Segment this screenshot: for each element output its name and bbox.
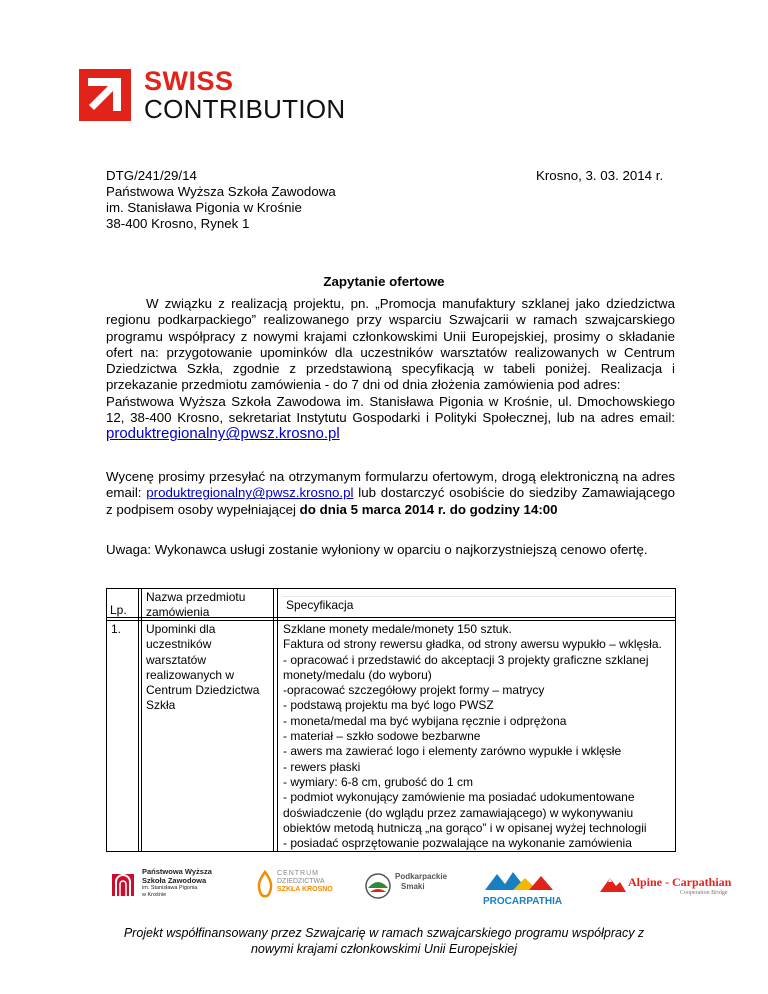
bridge-icon [600,874,626,894]
pwsz-line: im. Stanisława Pigonia [142,885,198,891]
document-title: Zapytanie ofertowe [323,274,445,289]
alpine-title: Alpine - Carpathian [628,875,732,889]
spec-line: -opracować szczegółowy projekt formy – matrycy [283,683,545,698]
smaki-line: Smaki [401,882,425,891]
footer-note [0,925,768,957]
document-date: Krosno, 3. 03. 2014 r. [536,168,664,183]
spec-line: - materiał – szkło sodowe bezbarwne [283,729,481,744]
spec-line: - podstawą projektu ma być logo PWSZ [283,698,494,713]
body-paragraph-2 [106,469,675,518]
procarpathia-text [483,896,562,907]
header-lp: Lp. [110,603,127,617]
partner-logos [110,866,740,914]
procarpathia-logo [483,870,562,907]
pwsz-line: w Krośnie [142,892,167,898]
pwsz-line: Państwowa Wyższa [142,867,212,876]
alpine-carpathian-logo [600,874,732,899]
row-item-name: Upominki dla uczestników warsztatów realizowanych w Centrum Dziedzictwa Szkła [146,622,260,713]
intro-text: W związku z realizacją projektu, pn. „Promocja manufaktury szklanej jako dziedzictwa regionu podkarpackiego” realizowanego przy wsparciu Szwajcarii w ramach szwajcarskiego programu współpracy z nowymi krajami członkowskimi Unii Europejskiej, prosimy o składanie ofert na: przygotowanie upominków dla uczestników warsztatów realizowanych w Centrum Dziedzictwa Szkła, zgodnie z przedstawioną specyfikacją w tabeli poniżej. Realizacja i przekazanie przedmiotu zamówienia - do 7 dni od dnia złożenia zamówienia pod adres: [106,296,675,393]
procarpathia-pro: PRO [483,896,505,907]
submission-text: Wycenę prosimy przesyłać na otrzymanym formularzu ofertowym, drogą elektroniczną na adres email: [106,469,675,501]
pwsz-line: Szkoła Zawodowa [142,875,207,885]
address-line: im. Stanisława Pigonia w Krośnie [106,200,302,215]
spec-line: - moneta/medal ma być wybijana ręcznie i odprężona [283,713,567,728]
smaki-emblem-icon [363,868,393,900]
email-link[interactable]: produktregionalny@pwsz.krosno.pl [146,485,354,501]
centrum-line: SZKŁA KROSNO [277,886,333,893]
address-line: 38-400 Krosno, Rynek 1 [106,216,250,231]
specification-table [106,588,676,852]
spec-line: - wymiary: 6-8 cm, grubość do 1 cm [283,774,474,789]
swiss-cross-arrow-logo [79,69,131,121]
pwsz-logo [110,867,212,905]
spec-line: Faktura od strony rewersu gładka, od strony awersu wypukło – wklęsła. [283,637,662,652]
centrum-line: CENTRUM [277,870,319,877]
reference-number: DTG/241/29/14 [106,168,197,183]
spec-line: - awers ma zawierać logo i elementy zarówno wypukłe i wklęsłe [283,744,622,759]
body-paragraph-1 [106,296,675,443]
centrum-dziedzictwa-logo [255,870,333,903]
delivery-address-text [106,394,675,443]
logo-word-swiss: SWISS [144,66,234,96]
header-specification-cell [282,596,672,612]
mountains-icon [483,870,555,890]
row-specification [283,622,673,851]
body-paragraph-3 [106,542,675,558]
deadline: do dnia 5 marca 2014 r. do godziny 14:00 [299,501,558,517]
submission-text-cont: lub dostarczyć osobiście do siedziby Zamawiającego z podpisem osoby wypełniającej [106,485,675,517]
podkarpackie-smaki-logo [363,868,448,905]
spec-line: - rewers płaski [283,759,361,774]
note-text: Uwaga: Wykonawca usługi zostanie wyłoniony w oparciu o najkorzystniejszą cenowo ofertę. [106,542,648,557]
row-lp: 1. [111,622,122,636]
smaki-line: Podkarpackie [395,872,448,881]
glass-flame-icon [255,870,275,898]
spec-line: - posiadać osprzętowanie pozwalające na wykonanie zamówienia [283,836,632,851]
sender-address [106,168,336,232]
email-link[interactable]: produktregionalny@pwsz.krosno.pl [106,425,340,443]
spec-line: - podmiot wykonujący zamówienie ma posiadać udokumentowane doświadczenie (do wglądu przez zamawiającego) w wykonywaniu obiektów metodą hutniczą „na gorąco” i w opisanej wyżej technologii [283,790,647,835]
delivery-address: Państwowa Wyższa Szkoła Zawodowa im. Stanisława Pigonia w Krośnie, ul. Dmochowskiego 12, 38-400 Krosno, sekretariat Instytutu Gospodarki i Polityki Społecznej, lub na adres email: [106,393,675,426]
address-line: Państwowa Wyższa Szkoła Zawodowa [106,184,336,199]
spec-line: Szklane monety medale/monety 150 sztuk. [283,622,512,636]
footer-line: Projekt współfinansowany przez Szwajcarię w ramach szwajcarskiego programu współpracy z [123,926,645,940]
procarpathia-carpathia: CARPATHIA [504,896,563,907]
logo-word-contribution: CONTRIBUTION [144,94,346,124]
footer-line: nowymi krajami członkowskimi Unii Europejskiej [250,942,518,956]
alpine-subtitle: Cooperation Bridge [680,890,728,896]
header-specification: Specyfikacja [282,597,672,613]
header-item-name: Nazwa przedmiotu zamówienia [146,590,246,620]
pwsz-emblem-icon [110,870,138,900]
spec-line: - opracować i przedstawić do akceptacji 3 projekty graficzne szklanej monety/medalu (do wyboru) [283,652,649,682]
centrum-line: DZIEDZICTWA [277,878,325,885]
